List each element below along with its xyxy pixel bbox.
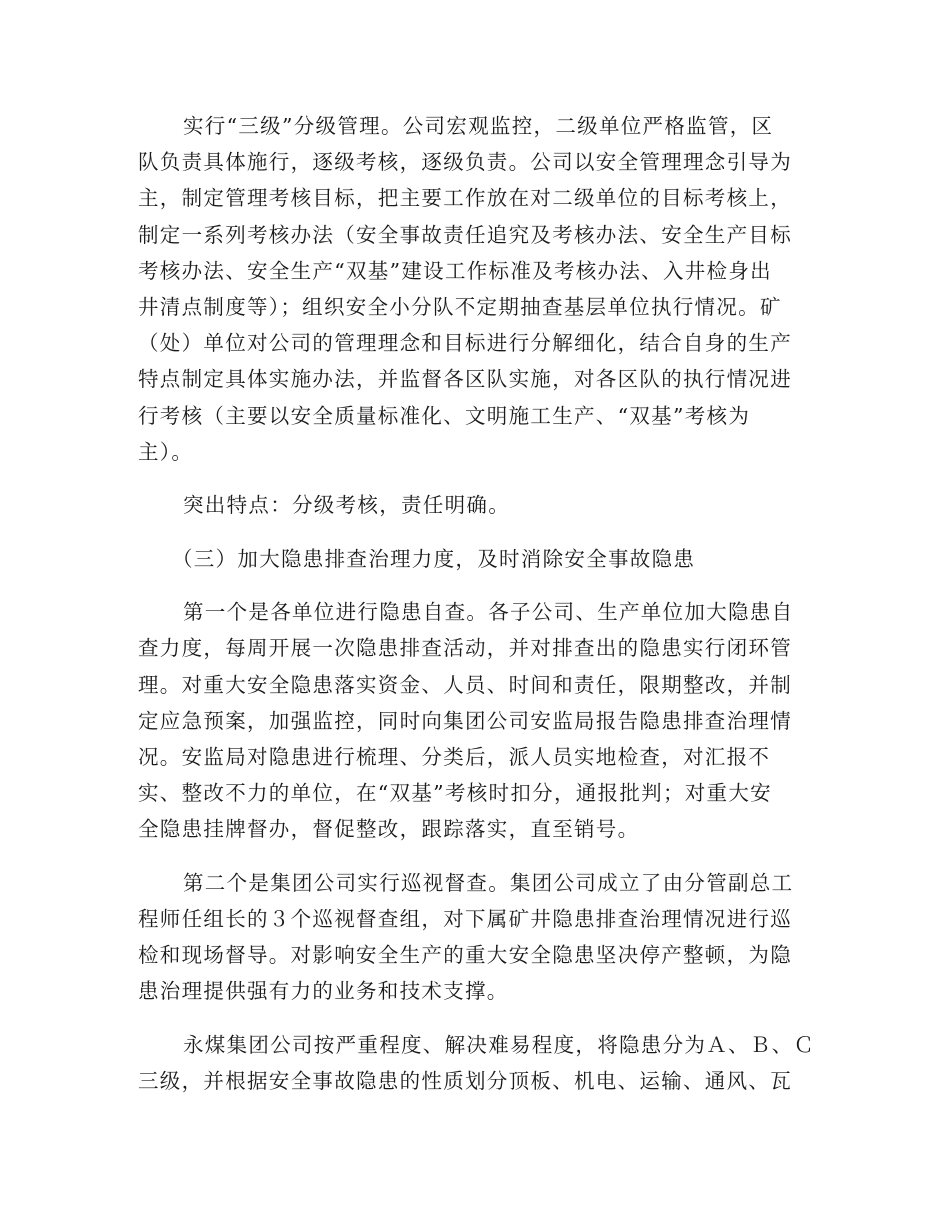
text-line: 第二个是集团公司实行巡视督查。集团公司成立了由分管副总工 [183, 870, 794, 895]
text-line: 程师任组长的３个巡视督查组，对下属矿井隐患排查治理情况进行巡 [138, 906, 792, 931]
paragraph-self-inspection [138, 594, 810, 847]
paragraph-three-level-management [138, 108, 810, 470]
text-line: 定应急预案，加强监控，同时向集团公司安监局报告隐患排查治理情 [138, 708, 792, 733]
text-line: 检和现场督导。对影响安全生产的重大安全隐患坚决停产整顿，为隐 [138, 943, 792, 968]
text-line: 主，制定管理考核目标，把主要工作放在对二级单位的目标考核上， [138, 186, 792, 211]
text-line: 特点制定具体实施办法，并监督各区队实施，对各区队的执行情况进 [138, 367, 792, 392]
text-line: 队负责具体施行，逐级考核，逐级负责。公司以安全管理理念引导为 [138, 150, 792, 175]
document-body [138, 108, 816, 1116]
section-heading-three [138, 541, 810, 577]
section-heading: （三）加大隐患排查治理力度，及时消除安全事故隐患 [172, 546, 696, 571]
paragraph-highlight [138, 487, 810, 523]
text-line: 况。安监局对隐患进行梳理、分类后，派人员实地检查，对汇报不 [138, 744, 771, 769]
text-line: 实行“三级”分级管理。公司宏观监控，二级单位严格监管，区 [183, 114, 774, 138]
text-line: 井清点制度等）；组织安全小分队不定期抽查基层单位执行情况。矿 [138, 294, 782, 319]
paragraph-hazard-classification [138, 1027, 816, 1099]
text-line: 制定一系列考核办法（安全事故责任追究及考核办法、安全生产目标 [138, 222, 792, 247]
text-line: 突出特点：分级考核，责任明确。 [183, 493, 510, 518]
text-line: 主）。 [138, 439, 194, 464]
text-line: 实、整改不力的单位，在“双基”考核时扣分，通报批判；对重大安 [138, 781, 772, 806]
paragraph-inspection-tour [138, 865, 810, 1010]
text-line: 查力度，每周开展一次隐患排查活动，并对排查出的隐患实行闭环管 [138, 636, 792, 661]
text-line: 患治理提供强有力的业务和技术支撑。 [138, 979, 509, 1004]
text-line: 理。对重大安全隐患落实资金、人员、时间和责任，限期整改，并制 [138, 672, 792, 697]
text-line: 行考核（主要以安全质量标准化、文明施工生产、“双基”考核为 [138, 403, 751, 428]
text-line: 全隐患挂牌督办，督促整改，跟踪落实，直至销号。 [138, 817, 640, 842]
text-line: （处）单位对公司的管理理念和目标进行分解细化，结合自身的生产 [138, 331, 792, 356]
text-line: 考核办法、安全生产“双基”建设工作标准及考核办法、入井检身出 [138, 258, 772, 283]
text-line: 永煤集团公司按严重程度、解决难易程度，将隐患分为Ａ、Ｂ、Ｃ [183, 1032, 816, 1057]
text-line: 三级，并根据安全事故隐患的性质划分顶板、机电、运输、通风、瓦 [138, 1068, 792, 1093]
text-line: 第一个是各单位进行隐患自查。各子公司、生产单位加大隐患自 [183, 600, 794, 625]
